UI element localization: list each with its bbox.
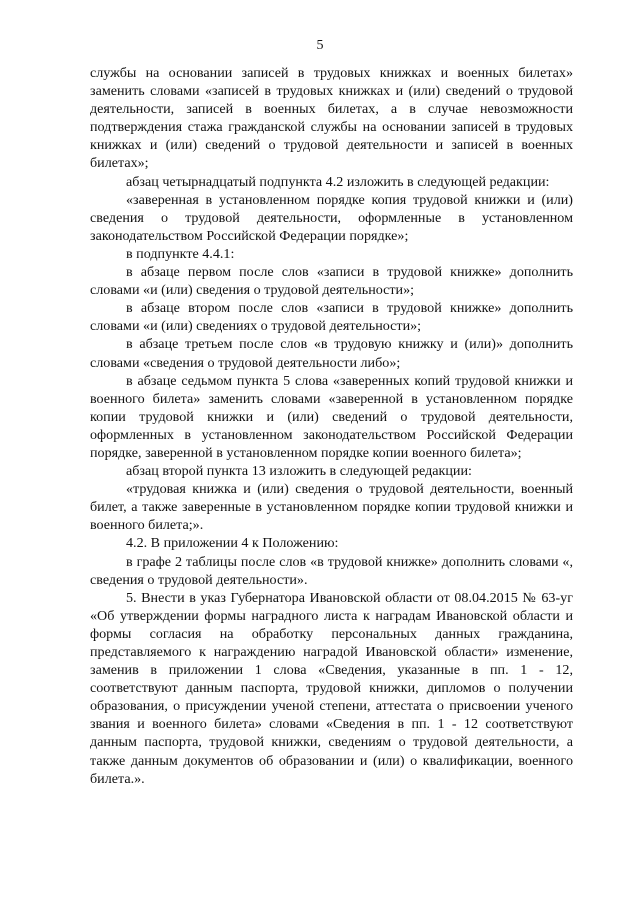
paragraph-6: в абзаце втором после слов «записи в трудовой книжке» дополнить словами «и (или) сведениях о трудовой деятельности»; <box>90 300 573 335</box>
paragraph-12: в графе 2 таблицы после слов «в трудовой книжке» дополнить словами «, сведения о трудовой деятельности». <box>90 553 573 588</box>
paragraph-3: «заверенная в установленном порядке копия трудовой книжки и (или) сведения о трудовой деятельности, оформленные в установленном законодательством Российской Федерации порядке»; <box>90 191 573 244</box>
paragraph-8: в абзаце седьмом пункта 5 слова «заверенных копий трудовой книжки и военного билета» заменить словами «заверенной в установленном порядке копии трудовой книжки и (или) сведений о трудовой деятельности, оформленных в установленном законодательством Российской Федерации порядке, заверенной в установленном порядке копии военного билета»; <box>90 372 573 461</box>
paragraph-1: службы на основании записей в трудовых книжках и военных билетах» заменить словами «записей в трудовых книжках и (или) сведений о трудовой деятельности, записей в военных билетах, а в случае невозможности подтверждения стажа гражданской службы на основании записей в трудовых книжках и (или) сведений о трудовой деятельности и записей в военных билетах»; <box>90 65 573 172</box>
paragraph-9: абзац второй пункта 13 изложить в следующей редакции: <box>126 463 472 480</box>
paragraph-10: «трудовая книжка и (или) сведения о трудовой деятельности, военный билет, а также заверенные в установленном порядке копии трудовой книжки и военного билета;». <box>90 481 573 534</box>
paragraph-7: в абзаце третьем после слов «в трудовую книжку и (или)» дополнить словами «сведения о трудовой деятельности либо»; <box>90 336 573 371</box>
paragraph-5: в абзаце первом после слов «записи в трудовой книжке» дополнить словами «и (или) сведения о трудовой деятельности»; <box>90 264 573 299</box>
document-body <box>90 64 573 788</box>
paragraph-4: в подпункте 4.4.1: <box>126 245 235 262</box>
page-number: 5 <box>316 38 324 53</box>
paragraph-11: 4.2. В приложении 4 к Положению: <box>126 535 339 552</box>
paragraph-13: 5. Внести в указ Губернатора Ивановской области от 08.04.2015 № 63-уг «Об утверждении формы наградного листа к наградам Ивановской области и формы согласия на обработку персональных данных гражданина, представляемого к награждению наградой Ивановской области» изменение, заменив в приложении 1 слова «Сведения, указанные в пп. 1 - 12, соответствуют данным паспорта, трудовой книжки, дипломов о получении образования, о присуждении ученой степени, аттестата о присвоении ученого звания и военного билета» словами «Сведения в пп. 1 - 12 соответствуют данным паспорта, трудовой книжки, сведениям о трудовой деятельности, а также данным документов об образовании и (или) о квалификации, военного билета.». <box>90 589 573 787</box>
paragraph-2: абзац четырнадцатый подпункта 4.2 изложить в следующей редакции: <box>126 173 550 190</box>
